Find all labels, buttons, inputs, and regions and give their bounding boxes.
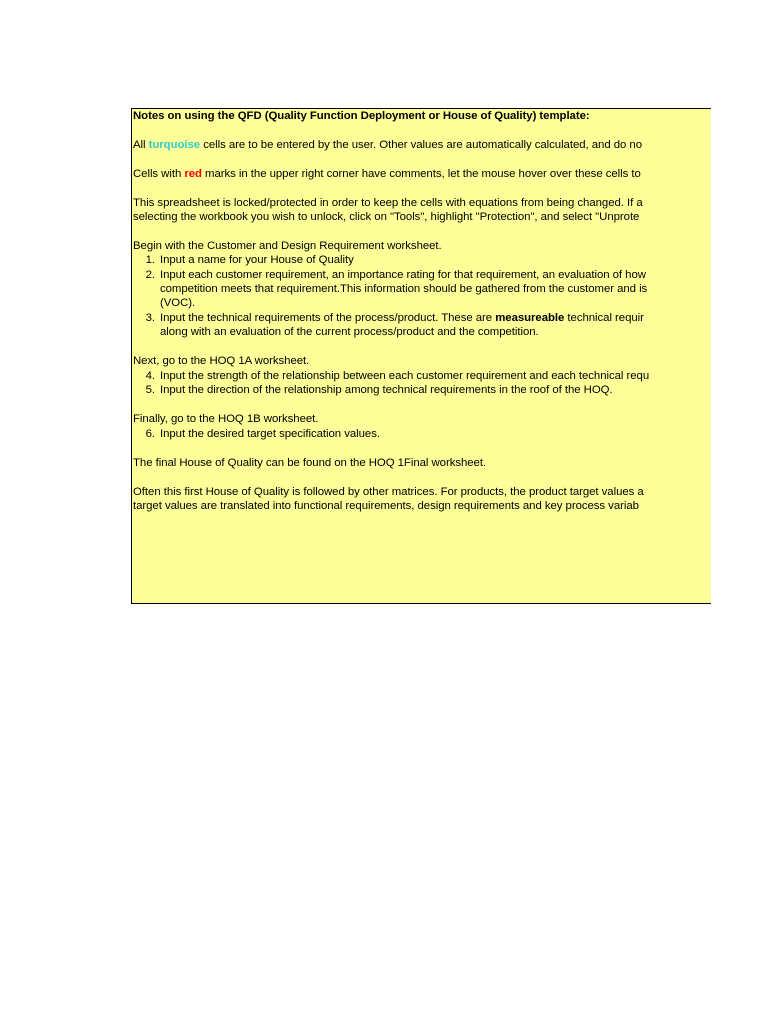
step-text: Input each customer requirement, an importance rating for that requirement, an evaluation of how — [160, 269, 646, 281]
note-text: marks in the upper right corner have comments, let the mouse hover over these cells to — [201, 168, 641, 180]
note-protection-line1: This spreadsheet is locked/protected in order to keep the cells with equations from being changed. If a — [133, 197, 643, 209]
note-turquoise-cells — [133, 138, 642, 152]
measureable-keyword: measureable — [495, 312, 565, 324]
closing-line2: target values are translated into functional requirements, design requirements and key process variab — [133, 500, 639, 512]
note-text: All — [133, 139, 149, 151]
step-item — [133, 369, 649, 383]
step-continuation: along with an evaluation of the current process/product and the competition. — [160, 326, 539, 338]
note-protection-line2: selecting the workbook you wish to unlock, click on "Tools", highlight "Protection", and select "Unprote — [133, 211, 640, 223]
step-number: 2. — [145, 269, 155, 281]
step-item — [133, 383, 613, 397]
step-item — [133, 311, 644, 325]
step-text: Input the desired target specification values. — [160, 428, 380, 440]
step-item — [133, 268, 646, 282]
step-text: Input a name for your House of Quality — [160, 254, 354, 266]
step-continuation: competition meets that requirement.This information should be gathered from the customer and is — [160, 283, 648, 295]
final-note: The final House of Quality can be found on the HOQ 1Final worksheet. — [133, 457, 487, 469]
step-text: Input the technical requirements of the process/product. These are — [160, 312, 496, 324]
closing-line1: Often this first House of Quality is followed by other matrices. For products, the product target values a — [133, 486, 644, 498]
turquoise-keyword: turquoise — [148, 139, 201, 151]
step-number: 6. — [145, 428, 155, 440]
section2-intro: Next, go to the HOQ 1A worksheet. — [133, 355, 310, 367]
step-continuation: (VOC). — [160, 297, 196, 309]
step-number: 4. — [145, 370, 155, 382]
note-text: cells are to be entered by the user. Other values are automatically calculated, and do no — [200, 139, 642, 151]
note-text: Cells with — [133, 168, 185, 180]
section1-intro: Begin with the Customer and Design Requirement worksheet. — [133, 240, 442, 252]
step-number: 1. — [145, 254, 155, 266]
step-number: 5. — [145, 384, 155, 396]
step-text: Input the strength of the relationship between each customer requirement and each technical requ — [160, 370, 650, 382]
section3-intro: Finally, go to the HOQ 1B worksheet. — [133, 413, 319, 425]
step-text: technical requir — [564, 312, 644, 324]
qfd-notes-cell[interactable] — [131, 108, 711, 604]
note-red-marks — [133, 167, 641, 181]
notes-title: Notes on using the QFD (Quality Function Deployment or House of Quality) template: — [133, 110, 590, 122]
step-item — [133, 427, 380, 441]
step-number: 3. — [145, 312, 155, 324]
step-item — [133, 253, 354, 267]
step-text: Input the direction of the relationship among technical requirements in the roof of the HOQ. — [160, 384, 613, 396]
red-keyword: red — [184, 168, 202, 180]
